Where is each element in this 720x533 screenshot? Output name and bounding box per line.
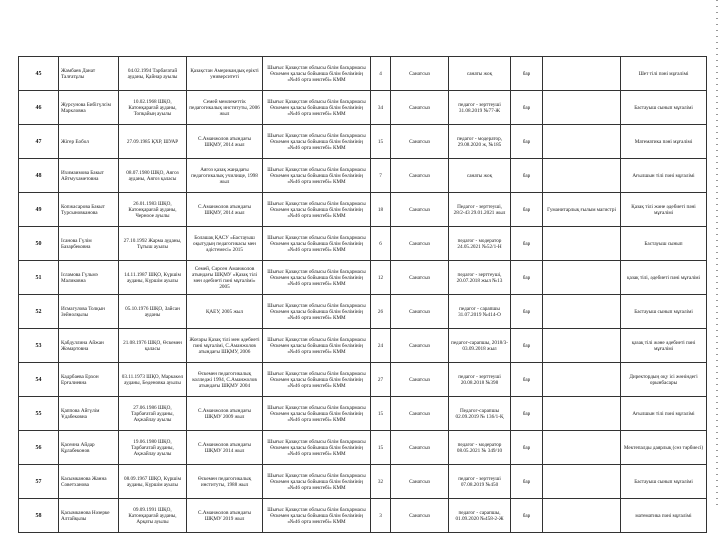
cell-cat: Санатсыз — [391, 465, 449, 499]
cell-no: 45 — [19, 57, 59, 91]
cell-edu: Семей мемлекеттік педагогикалық институты, 2006 жыл — [187, 91, 263, 125]
cell-years: 4 — [371, 57, 391, 91]
cell-att: педагог - сарапшы, 01.09.2020 №458-2-Ж — [449, 499, 511, 533]
cell-name: Қасеина Айдар Құлабеконов — [59, 431, 119, 465]
cell-award: бар — [511, 125, 543, 159]
cell-subj: математика пәні мұғалімі — [621, 499, 707, 533]
cell-years: 32 — [371, 465, 391, 499]
table-row — [19, 261, 707, 295]
cell-name: Жамбаев Данат Талғатұлы — [59, 57, 119, 91]
table-row — [19, 159, 707, 193]
cell-award: бар — [511, 193, 543, 227]
table-row — [19, 397, 707, 431]
table-row — [19, 295, 707, 329]
cell-no: 51 — [19, 261, 59, 295]
cell-birth: 19.06.1980 ШҚО, Тарбағатай ауданы, Ақжайлау ауылы — [119, 431, 187, 465]
cell-birth: 09.09.1991 ШҚО, Катонқарағай ауданы, Арқаты ауылы — [119, 499, 187, 533]
cell-subj: қазақ тілі, әдебиеті пәні мұғалімі — [621, 261, 707, 295]
cell-years: 7 — [371, 159, 391, 193]
cell-award: бар — [511, 227, 543, 261]
cell-award: бар — [511, 329, 543, 363]
cell-award: бар — [511, 363, 543, 397]
cell-att: педагог - модератор, 29.08.2020 ж, №185 — [449, 125, 511, 159]
cell-edu: С.Аманжолов атындағы ШҚМУ 2014 жыл — [187, 431, 263, 465]
cell-cat: Санатсыз — [391, 193, 449, 227]
cell-cat: Санатсыз — [391, 363, 449, 397]
cell-subj: Қазақ тілі және әдебиеті пәні мұғалімі — [621, 193, 707, 227]
cell-no: 47 — [19, 125, 59, 159]
cell-years: 12 — [371, 261, 391, 295]
table-row — [19, 499, 707, 533]
cell-birth: 08.07.1980 ШҚО, Аягоз ауданы, Аягоз қаласы — [119, 159, 187, 193]
cell-award: бар — [511, 499, 543, 533]
cell-cat: Санатсыз — [391, 295, 449, 329]
cell-years: 15 — [371, 431, 391, 465]
cell-award: бар — [511, 295, 543, 329]
cell-work: Шығыс Қазақстан облысы білім басқармасы Өскемен қаласы бойынша білім бөлімінің «№46 орта мектебі» КММ — [263, 397, 371, 431]
cell-years: 3 — [371, 499, 391, 533]
cell-no: 50 — [19, 227, 59, 261]
cell-work: Шығыс Қазақстан облысы білім басқармасы Өскемен қаласы бойынша білім бөлімінің «№46 орта мектебі» КММ — [263, 499, 371, 533]
cell-extra — [543, 465, 621, 499]
cell-name: Касымканова Жанна Советханова — [59, 465, 119, 499]
cell-work: Шығыс Қазақстан облысы білім басқармасы Өскемен қаласы бойынша білім бөлімінің «№46 орта мектебі» КММ — [263, 431, 371, 465]
table-row — [19, 465, 707, 499]
cell-edu: С.Аманжолов атындағы ШҚМУ 2009 жыл — [187, 397, 263, 431]
cell-extra — [543, 227, 621, 261]
cell-att: педагог - зерттеуші 20.08.2018 №398 — [449, 363, 511, 397]
cell-name: Қаппова Айгүлім Ұдабековна — [59, 397, 119, 431]
cell-att: педагог-сарапшы, 2018/3-03.09.2018 жыл — [449, 329, 511, 363]
cell-name: Кадрбаева Ерхон Ерғалиевна — [59, 363, 119, 397]
cell-cat: Санатсыз — [391, 499, 449, 533]
cell-award: бар — [511, 159, 543, 193]
cell-cat: Санатсыз — [391, 57, 449, 91]
cell-att: педагог - сарапшы 31.07.2019 №414-О — [449, 295, 511, 329]
cell-work: Шығыс Қазақстан облысы білім басқармасы Өскемен қаласы бойынша білім бөлімінің «№46 орта мектебі» КММ — [263, 193, 371, 227]
cell-cat: Санатсыз — [391, 261, 449, 295]
cell-work: Шығыс Қазақстан облысы білім басқармасы Өскемен қаласы бойынша білім бөлімінің «№46 орта мектебі» КММ — [263, 125, 371, 159]
cell-years: 15 — [371, 397, 391, 431]
cell-work: Шығыс Қазақстан облысы білім басқармасы Өскемен қаласы бойынша білім бөлімінің «№46 орта мектебі» КММ — [263, 57, 371, 91]
table-row — [19, 91, 707, 125]
cell-subj: Ағылшын тілі пәні мұғалімі — [621, 397, 707, 431]
cell-extra — [543, 397, 621, 431]
cell-birth: 21.08.1976 ШҚО, Өскемен қаласы — [119, 329, 187, 363]
cell-years: 24 — [371, 329, 391, 363]
cell-no: 56 — [19, 431, 59, 465]
cell-edu: Қазақстан Американдық ерікті университеті — [187, 57, 263, 91]
cell-name: Қабдуллина Айжан Жомартовна — [59, 329, 119, 363]
cell-cat: Санатсыз — [391, 125, 449, 159]
staff-table-page — [18, 56, 706, 533]
cell-extra — [543, 499, 621, 533]
cell-no: 55 — [19, 397, 59, 431]
cell-birth: 27.10.1992 Жарма ауданы, Тұтыш ауылы — [119, 227, 187, 261]
cell-subj: Математика пәні мұғалімі — [621, 125, 707, 159]
cell-name: Журсунова Бибігүлсім Маркловна — [59, 91, 119, 125]
cell-years: 18 — [371, 193, 391, 227]
cell-name: Қасымканова Нәзерке Алтайқызы — [59, 499, 119, 533]
cell-work: Шығыс Қазақстан облысы білім басқармасы Өскемен қаласы бойынша білім бөлімінің «№46 орта мектебі» КММ — [263, 295, 371, 329]
cell-no: 52 — [19, 295, 59, 329]
cell-no: 46 — [19, 91, 59, 125]
cell-att: Педагог-сарапшы 02.09.2019 № 136/1-Қ — [449, 397, 511, 431]
cell-att: педагог - зерттеуші 07.08.2019 №450 — [449, 465, 511, 499]
cell-edu: Болашақ ҚАСУ «Бастауыш оқытудың педагогикасы мен әдістемесі» 2015 — [187, 227, 263, 261]
cell-no: 54 — [19, 363, 59, 397]
cell-att: педагог - модератор 24.05.2021 №52/1-Н — [449, 227, 511, 261]
cell-subj: қазақ тілі және әдебиеті пәні мұғалімі — [621, 329, 707, 363]
cell-subj: Ағылшын тілі пәні мұғалімі — [621, 159, 707, 193]
cell-cat: Санатсыз — [391, 431, 449, 465]
cell-att: педагог - зерттеуші 31.08.2019 №77-Ж — [449, 91, 511, 125]
cell-no: 53 — [19, 329, 59, 363]
cell-name: Копжасарова Бакыт Турсыновканова — [59, 193, 119, 227]
cell-extra: Гуманитарлық ғылым магистрі — [543, 193, 621, 227]
table-row — [19, 227, 707, 261]
staff-table — [18, 56, 707, 533]
cell-work: Шығыс Қазақстан облысы білім басқармасы Өскемен қаласы бойынша білім бөлімінің «№46 орта мектебі» КММ — [263, 329, 371, 363]
cell-subj: Мектепалды даярлық (сөз тәрбиесі) — [621, 431, 707, 465]
cell-extra — [543, 261, 621, 295]
cell-award: бар — [511, 465, 543, 499]
cell-no: 57 — [19, 465, 59, 499]
cell-birth: 04.02.1994 Тарбағатай ауданы, Қайнар ауылы — [119, 57, 187, 91]
cell-edu: Семей, Сәрсен Аманжолов атындағы ШҚМУ «Қазақ тілі мен әдебиеті пәні мұғалімі» 2005 — [187, 261, 263, 295]
cell-name: Ісламова Гүльмэ Маликовна — [59, 261, 119, 295]
cell-extra — [543, 125, 621, 159]
cell-name: Жігер Еобол — [59, 125, 119, 159]
cell-award: бар — [511, 261, 543, 295]
cell-edu: Жоғары Қазақ тілі мен әдебиеті пәні мұғалімі, С.Аманжолов атындағы ШҚМУ, 2006 — [187, 329, 263, 363]
cell-extra — [543, 431, 621, 465]
cell-extra — [543, 363, 621, 397]
cell-award: бар — [511, 91, 543, 125]
cell-work: Шығыс Қазақстан облысы білім басқармасы Өскемен қаласы бойынша білім бөлімінің «№46 орта мектебі» КММ — [263, 91, 371, 125]
cell-award: бар — [511, 397, 543, 431]
cell-work: Шығыс Қазақстан облысы білім басқармасы Өскемен қаласы бойынша білім бөлімінің «№46 орта мектебі» КММ — [263, 261, 371, 295]
cell-work: Шығыс Қазақстан облысы білім басқармасы Өскемен қаласы бойынша білім бөлімінің «№46 орта мектебі» КММ — [263, 227, 371, 261]
cell-edu: С.Аманжолов атындағы ШҚМУ 2019 жыл — [187, 499, 263, 533]
cell-name: Ихимаимова Бакыт Айтмухаметовна — [59, 159, 119, 193]
table-row — [19, 193, 707, 227]
cell-birth: 10.02.1968 ШҚО, Катонқарағай ауданы, Топқайың ауылы — [119, 91, 187, 125]
cell-birth: 26.01.1983 ШҚО, Катонқарағай ауданы, Черноое ауылы — [119, 193, 187, 227]
cell-birth: 05.10.1976 ШҚО, Зайсан ауданы — [119, 295, 187, 329]
cell-work: Шығыс Қазақстан облысы білім басқармасы Өскемен қаласы бойынша білім бөлімінің «№46 орта мектебі» КММ — [263, 159, 371, 193]
cell-name: Исмагулова Толқын Зейнолқызы — [59, 295, 119, 329]
cell-edu: Өскемен педагогикалық институты, 1988 жыл — [187, 465, 263, 499]
table-row — [19, 431, 707, 465]
cell-edu: ҚАЕУ, 2005 жыл — [187, 295, 263, 329]
cell-extra — [543, 91, 621, 125]
cell-subj: Бастауыш сынып — [621, 227, 707, 261]
cell-att: санаты жоқ — [449, 57, 511, 91]
cell-cat: Санатсыз — [391, 159, 449, 193]
cell-no: 49 — [19, 193, 59, 227]
cell-years: 6 — [371, 227, 391, 261]
cell-cat: Санатсыз — [391, 329, 449, 363]
cell-extra — [543, 329, 621, 363]
cell-extra — [543, 57, 621, 91]
table-row — [19, 329, 707, 363]
cell-att: педагог - зерттеуші, 20.07.2018 жыл №13 — [449, 261, 511, 295]
cell-extra — [543, 295, 621, 329]
cell-cat: Санатсыз — [391, 227, 449, 261]
cell-edu: С.Аманжолов атындағы ШҚМУ, 2014 жыл — [187, 125, 263, 159]
page-edge-mark — [716, 0, 718, 510]
table-row — [19, 125, 707, 159]
cell-award: бар — [511, 57, 543, 91]
cell-subj: Бастауыш сынып мұғалімі — [621, 465, 707, 499]
cell-extra — [543, 159, 621, 193]
cell-subj: Директордың оқу ісі жөніндегі орынбасары — [621, 363, 707, 397]
cell-years: 26 — [371, 295, 391, 329]
cell-cat: Санатсыз — [391, 91, 449, 125]
cell-years: 15 — [371, 125, 391, 159]
cell-years: 34 — [371, 91, 391, 125]
cell-subj: Бастауыш сынып мұғалімі — [621, 91, 707, 125]
cell-subj: Бастауыш сынып мұғалімі — [621, 295, 707, 329]
cell-birth: 27.09.1985 ҚХР, ШУАР — [119, 125, 187, 159]
table-row — [19, 363, 707, 397]
cell-name: Ісанова Гүлім Базарбековна — [59, 227, 119, 261]
cell-birth: 27.06.1986 ШҚО, Тарбағатай ауданы, Ақжайлау ауылы — [119, 397, 187, 431]
cell-years: 27 — [371, 363, 391, 397]
cell-att: педагог - модератор 08.05.2021 № 349/10 — [449, 431, 511, 465]
cell-cat: Санатсыз — [391, 397, 449, 431]
cell-edu: Өскемен педагогикалық колледжі 1994, С.Аманжолов атындағы ШҚМУ 2004 — [187, 363, 263, 397]
cell-edu: Аягоз қазақ жаңадағы педагогикалық училище, 1998 жыл — [187, 159, 263, 193]
cell-birth: 08.09.1967 ШҚО, Күршім ауданы, Күршім ауылы — [119, 465, 187, 499]
cell-work: Шығыс Қазақстан облысы білім басқармасы Өскемен қаласы бойынша білім бөлімінің «№46 орта мектебі» КММ — [263, 465, 371, 499]
cell-edu: С.Аманжолов атындағы ШҚМУ, 2014 жыл — [187, 193, 263, 227]
cell-att: Педагог - зерттеуші, 28/2-43 29.01.2021 жыл — [449, 193, 511, 227]
table-row — [19, 57, 707, 91]
cell-no: 58 — [19, 499, 59, 533]
cell-att: санаты жоқ — [449, 159, 511, 193]
cell-birth: 03.11.1973 ШҚО, Маркакөл ауданы, Бөденовка ауылы — [119, 363, 187, 397]
cell-subj: Шет тілі пәні мұғалімі — [621, 57, 707, 91]
cell-award: бар — [511, 431, 543, 465]
cell-no: 48 — [19, 159, 59, 193]
cell-work: Шығыс Қазақстан облысы білім басқармасы Өскемен қаласы бойынша білім бөлімінің «№46 орта мектебі» КММ — [263, 363, 371, 397]
cell-birth: 14.11.1987 ШҚО, Күршім ауданы, Күршім ауылы — [119, 261, 187, 295]
